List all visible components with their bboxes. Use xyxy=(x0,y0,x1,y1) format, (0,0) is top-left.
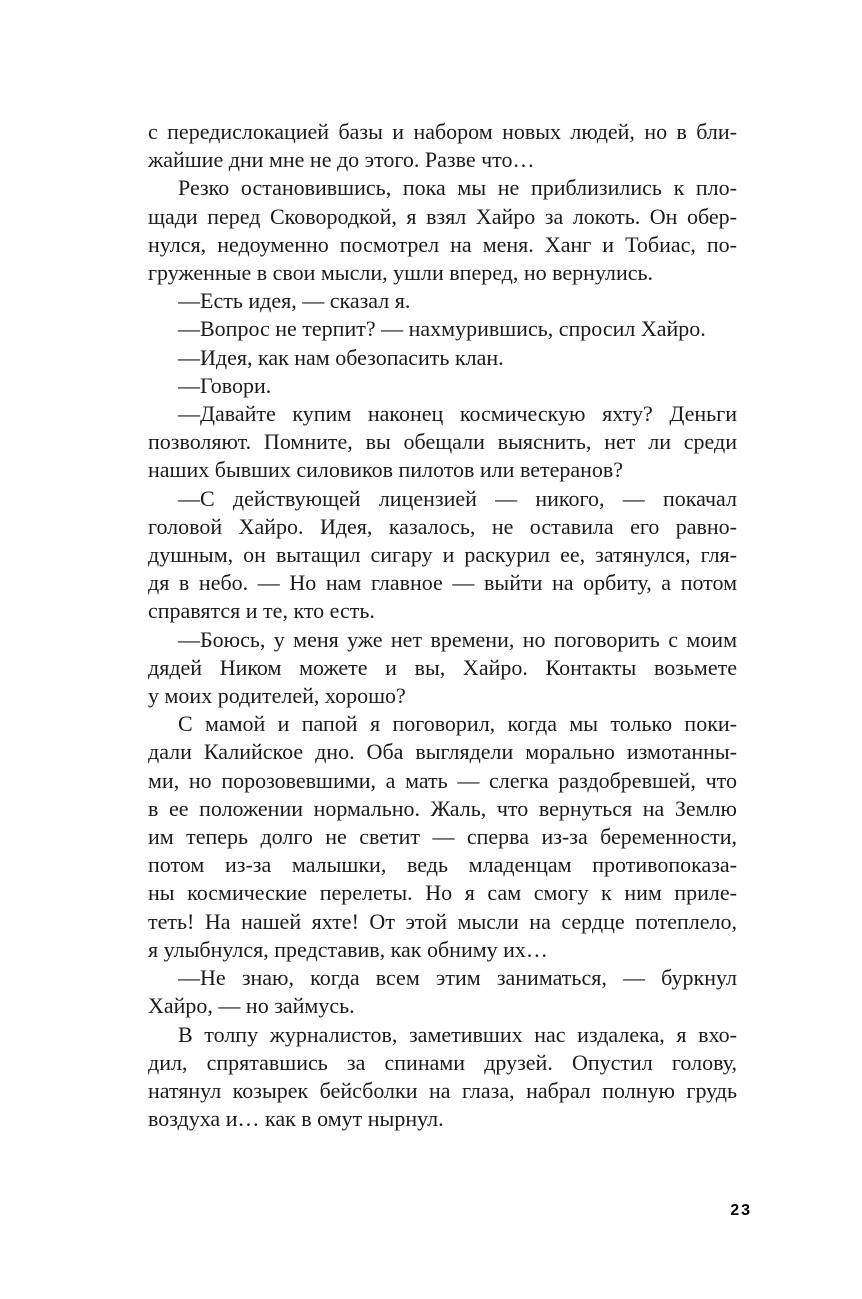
text-line: дя в небо. — Но нам главное — выйти на орбиту, а потом xyxy=(148,570,737,596)
text-line: у моих родителей, хорошо? xyxy=(148,683,406,709)
paragraph xyxy=(148,287,737,315)
text-line: позволяют. Помните, вы обещали выяснить, нет ли среди xyxy=(148,429,737,455)
text-line: в ее положении нормально. Жаль, что вернуться на Землю xyxy=(148,795,737,821)
paragraph xyxy=(148,485,737,626)
text-line: —С действующей лицензией — никого, — покачал xyxy=(178,485,737,511)
text-line: воздуха и… как в омут нырнул. xyxy=(148,1106,444,1132)
text-line: с передислокацией базы и набором новых людей, но в бли- xyxy=(148,119,737,144)
text-line: жайшие дни мне не до этого. Разве что… xyxy=(148,147,535,173)
text-line: дил, спрятавшись за спинами друзей. Опустил голову, xyxy=(148,1049,737,1075)
paragraph xyxy=(148,710,737,964)
text-line: —Говори. xyxy=(178,372,272,398)
paragraph xyxy=(148,372,737,400)
paragraph xyxy=(148,964,737,1020)
page-number: 23 xyxy=(730,1202,752,1219)
text-line: ми, но порозовевшими, а мать — слегка раздобревшей, что xyxy=(148,767,737,793)
page-text xyxy=(148,118,737,1133)
text-line: теть! На нашей яхте! От этой мысли на сердце потеплело, xyxy=(148,908,737,934)
text-line: В толпу журналистов, заметивших нас издалека, я вхо- xyxy=(178,1021,737,1047)
text-line: ны космические перелеты. Но я сам смогу к ним приле- xyxy=(148,880,737,906)
text-line: нулся, недоуменно посмотрел на меня. Ханг и Тобиас, по- xyxy=(148,231,737,257)
text-line: наших бывших силовиков пилотов или ветеранов? xyxy=(148,457,624,483)
text-line: —Вопрос не терпит? — нахмурившись, спросил Хайро. xyxy=(178,316,706,342)
paragraph xyxy=(148,400,737,485)
text-line: головой Хайро. Идея, казалось, не оставила его равно- xyxy=(148,513,737,539)
text-line: —Есть идея, — сказал я. xyxy=(178,288,411,314)
text-line: —Не знаю, когда всем этим заниматься, — буркнул xyxy=(178,965,737,991)
paragraph xyxy=(148,174,737,287)
paragraph xyxy=(148,118,737,174)
text-line: потом из-за малышки, ведь младенцам противопоказа- xyxy=(148,852,737,878)
text-line: Резко остановившись, пока мы не приблизились к пло- xyxy=(178,175,737,201)
text-line: —Идея, как нам обезопасить клан. xyxy=(178,344,504,370)
paragraph xyxy=(148,626,737,711)
text-line: натянул козырек бейсболки на глаза, набрал полную грудь xyxy=(148,1077,737,1103)
text-line: —Боюсь, у меня уже нет времени, но поговорить с моим xyxy=(178,626,737,652)
text-line: груженные в свои мысли, ушли вперед, но вернулись. xyxy=(148,260,654,286)
paragraph xyxy=(148,1021,737,1134)
text-line: Хайро, — но займусь. xyxy=(148,993,355,1019)
paragraph xyxy=(148,344,737,372)
text-line: дали Калийское дно. Оба выглядели морально измотанны- xyxy=(148,739,737,765)
text-line: дядей Ником можете и вы, Хайро. Контакты возьмете xyxy=(148,654,737,680)
paragraph xyxy=(148,315,737,343)
text-line: С мамой и папой я поговорил, когда мы только поки- xyxy=(178,711,737,737)
text-line: душным, он вытащил сигару и раскурил ее, затянулся, гля- xyxy=(148,542,737,568)
text-line: им теперь долго не светит — сперва из-за беременности, xyxy=(148,824,737,850)
text-line: —Давайте купим наконец космическую яхту? Деньги xyxy=(178,401,737,427)
text-line: я улыбнулся, представив, как обниму их… xyxy=(148,936,548,962)
text-line: справятся и те, кто есть. xyxy=(148,598,375,624)
text-line: щади перед Сковородкой, я взял Хайро за локоть. Он обер- xyxy=(148,203,737,229)
